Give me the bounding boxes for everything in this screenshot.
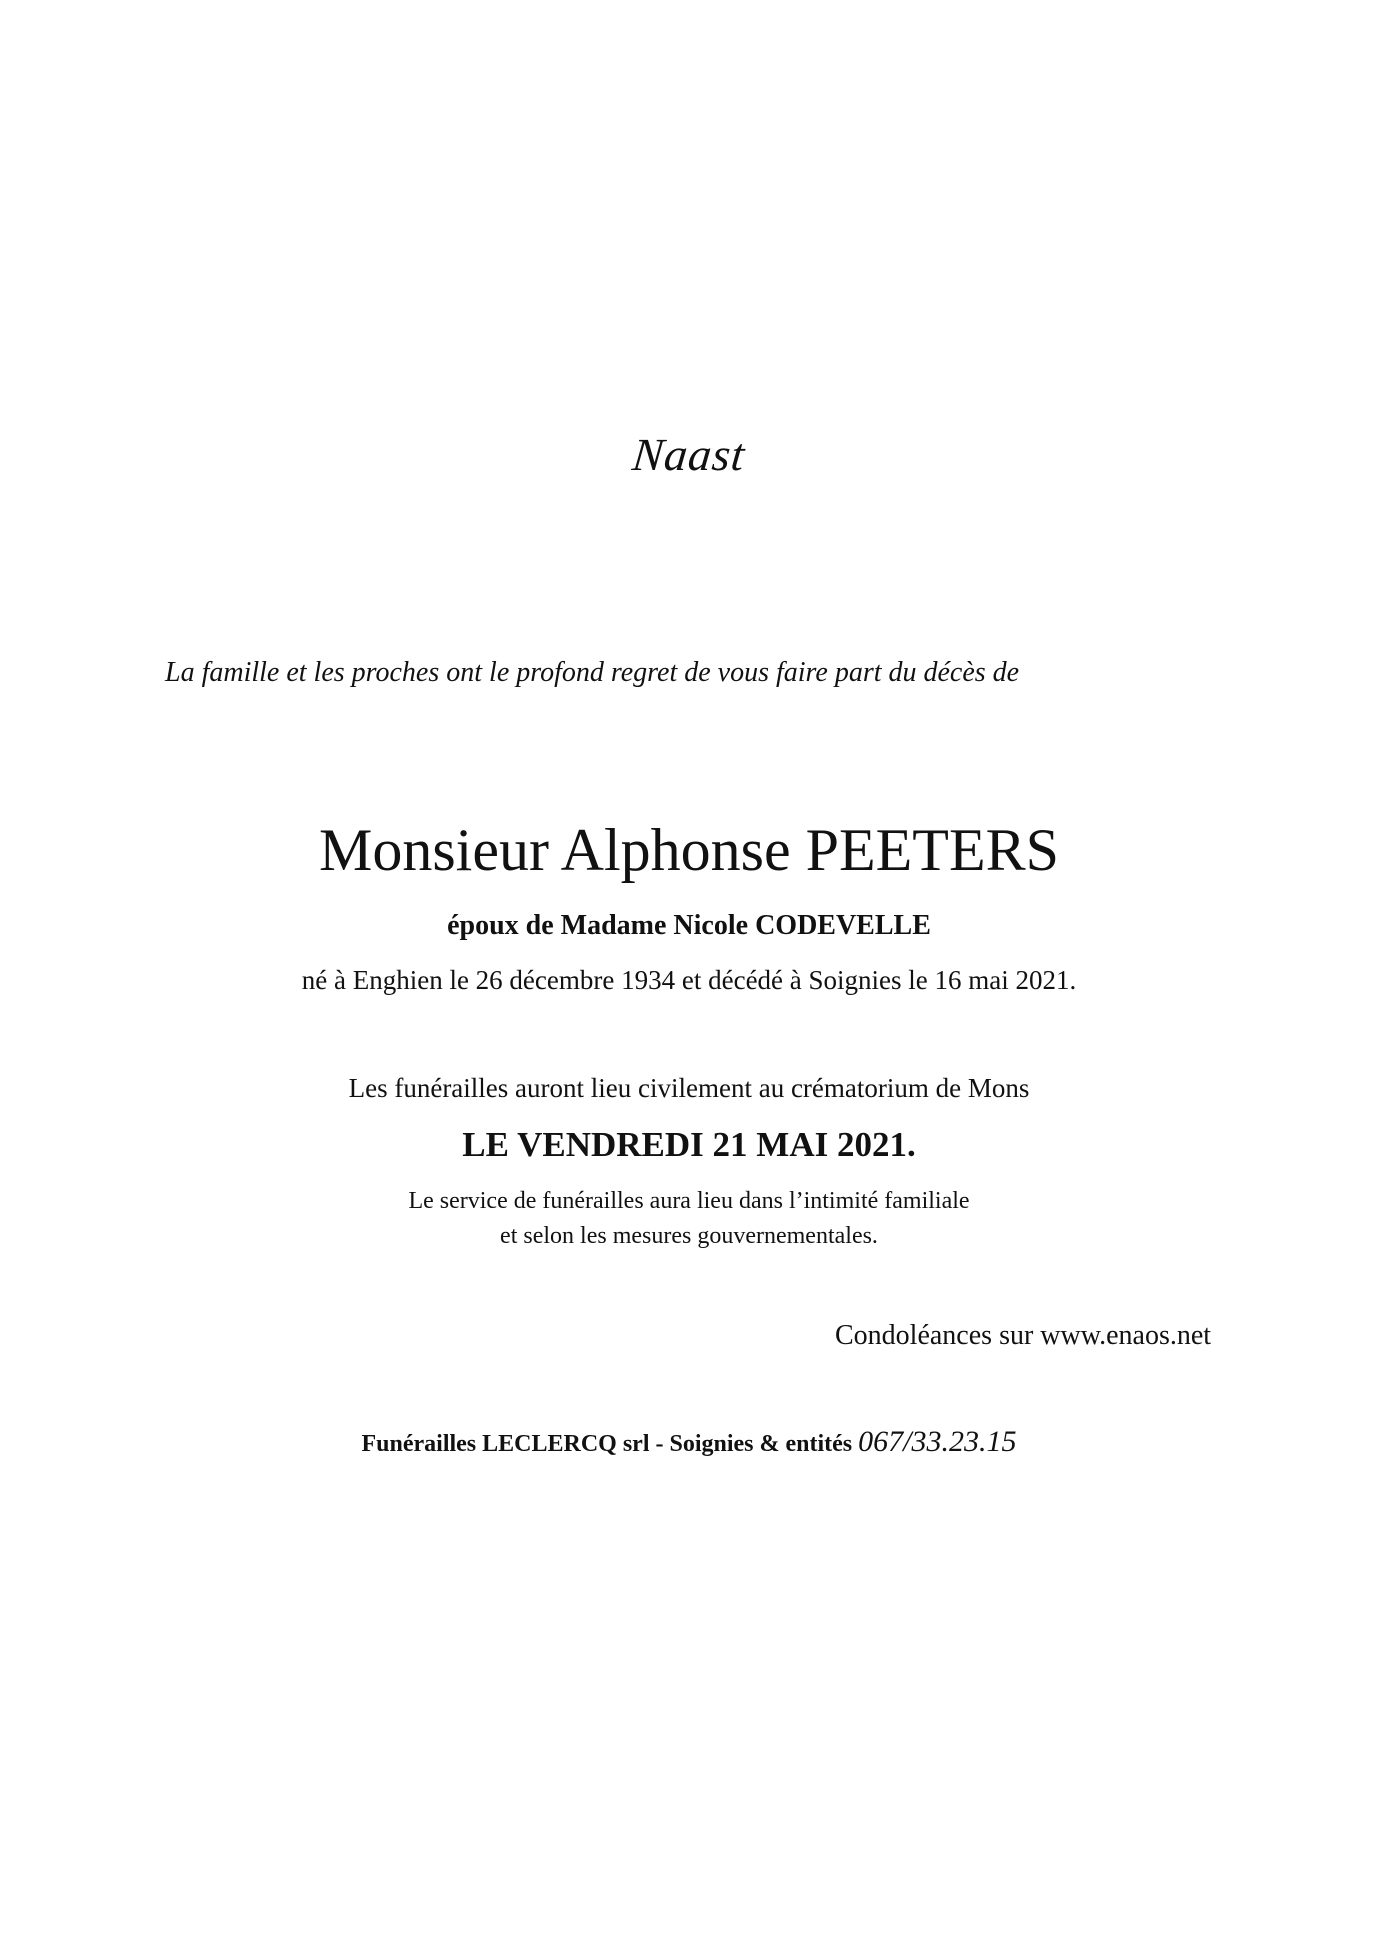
funeral-home-phone: 067/33.23.15 — [858, 1425, 1017, 1458]
deceased-name: Monsieur Alphonse PEETERS — [318, 817, 1059, 883]
intro-text: La famille et les proches ont le profond regret de vous faire part du décès de — [165, 657, 1020, 688]
place-heading: Naast — [630, 429, 748, 480]
service-line-2: et selon les mesures gouvernementales. — [500, 1223, 878, 1249]
funeral-date: LE VENDREDI 21 MAI 2021. — [462, 1125, 916, 1164]
birth-death-text: né à Enghien le 26 décembre 1934 et décédé à Soignies le 16 mai 2021. — [301, 965, 1077, 995]
funeral-home-name: Funérailles LECLERCQ srl - Soignies & entités — [361, 1431, 853, 1457]
service-line-1: Le service de funérailles aura lieu dans l’intimité familiale — [408, 1188, 970, 1214]
spouse-text: époux de Madame Nicole CODEVELLE — [447, 910, 931, 941]
funeral-home-footer — [0, 1425, 1378, 1459]
funeral-info-text: Les funérailles auront lieu civilement au crématorium de Mons — [348, 1073, 1030, 1103]
condolences-text: Condoléances sur www.enaos.net — [835, 1320, 1212, 1351]
